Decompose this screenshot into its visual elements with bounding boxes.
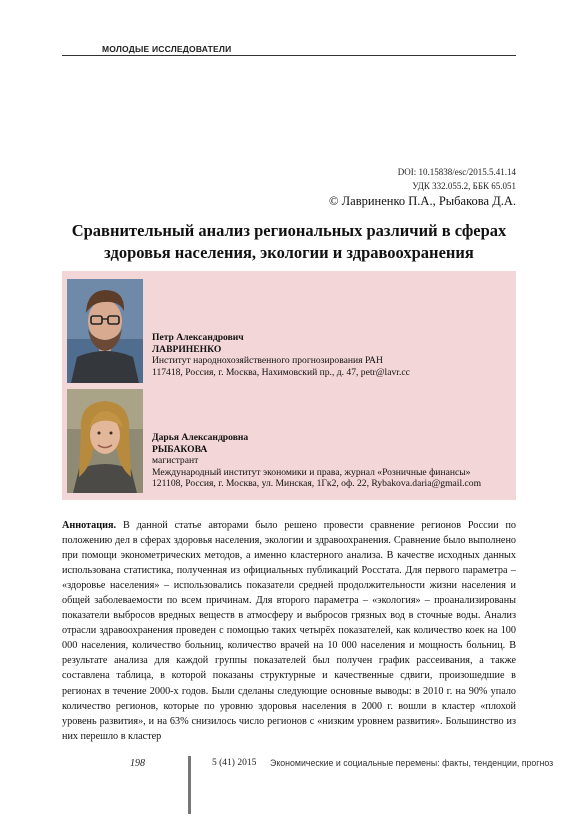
author-photo-2 bbox=[67, 389, 143, 493]
author-1-first-names: Петр Александрович bbox=[152, 332, 244, 343]
article-title-line-2: здоровья населения, экологии и здравоохранения bbox=[104, 243, 474, 262]
article-title bbox=[62, 220, 516, 264]
author-2-surname: РЫБАКОВА bbox=[152, 443, 208, 455]
journal-issue: 5 (41) 2015 bbox=[212, 758, 257, 768]
abstract bbox=[62, 518, 516, 744]
author-box bbox=[62, 271, 516, 500]
author-1-surname: ЛАВРИНЕНКО bbox=[152, 343, 222, 355]
author-2-address: 121108, Россия, г. Москва, ул. Минская, 1Гк2, оф. 22, Rybakova.daria@gmail.com bbox=[152, 478, 482, 490]
journal-name: Экономические и социальные перемены: факты, тенденции, прогноз bbox=[270, 758, 554, 768]
header-rule bbox=[62, 55, 516, 56]
abstract-text: В данной статье авторами было решено провести сравнение регионов России по положению дел в сферах здоровья населения, экологии и здравоохранения. Сравнение было выполнено при помощи эконометрических методов, а именно кластерного анализа. В качестве исходных данных использована статистика, полученная из официальных публикаций Росстата. Для первого параметра – «здоровье населения» – использовались показатели средней продолжительности жизни населения и общей заболеваемости по всем причинам. Для второго параметра – «экология» – проанализированы показатели выбросов вредных веществ в атмосферу и выбросов грязных вод в сточные воды. Анализ отрасли здравоохранения проведен с помощью таких четырёх показателей, как количество коек на 100 000 населения, количество больниц, количество врачей на 10 000 населения и мощность больниц. В результате анализа для каждой группы показателей был получен график рассеивания, а также составлена таблица, в которой показаны структурные и качественные сдвиги, произошедшие в регионах в течение 2000-х годов. Были сделаны следующие основные выводы: в 2010 г. на 90% упало количество регионов, которые по уровню здоровья населения в 2000 г. вошли в кластер «плохой уровень развития», и на 63% снизилось число регионов с «низким уровнем развития». Большинство из них перешло в кластер bbox=[62, 520, 516, 742]
author-2-affiliation: Международный институт экономики и права, журнал «Розничные финансы» bbox=[152, 466, 471, 478]
doi: DOI: 10.15838/esc/2015.5.41.14 bbox=[397, 167, 516, 177]
author-2-first-names: Дарья Александровна bbox=[152, 432, 249, 443]
footer-divider bbox=[188, 756, 191, 814]
page-number: 198 bbox=[130, 758, 145, 769]
article-title-line-1: Сравнительный анализ региональных различий в сферах bbox=[71, 221, 507, 240]
author-2-info bbox=[152, 432, 481, 490]
author-1-address: 117418, Россия, г. Москва, Нахимовский пр., д. 47, petr@lavr.cc bbox=[152, 366, 410, 378]
section-label: МОЛОДЫЕ ИССЛЕДОВАТЕЛИ bbox=[102, 44, 232, 54]
udk-bbk: УДК 332.055.2, ББК 65.051 bbox=[412, 181, 516, 191]
author-1-affiliation: Институт народнохозяйственного прогнозирования РАН bbox=[152, 355, 383, 367]
author-photo-1 bbox=[67, 279, 143, 383]
author-2-position: магистрант bbox=[152, 455, 199, 467]
abstract-label: Аннотация. bbox=[62, 520, 117, 531]
copyright-authors: © Лавриненко П.А., Рыбакова Д.А. bbox=[329, 194, 516, 208]
author-1-info bbox=[152, 332, 410, 378]
